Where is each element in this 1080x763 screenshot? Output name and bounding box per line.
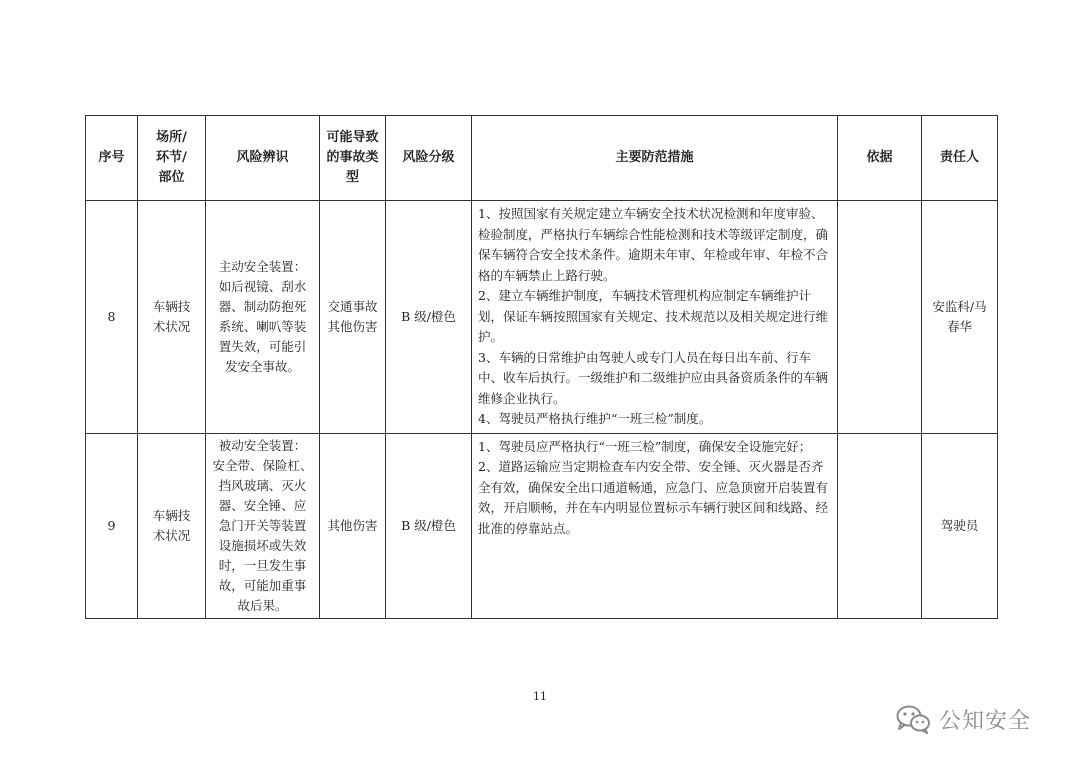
header-accident-type: 可能导致 的事故类 型 [320, 116, 386, 201]
table-header-row [86, 116, 998, 201]
cell-measures [472, 201, 838, 434]
header-basis: 依据 [838, 116, 922, 201]
measure-item: 2、建立车辆维护制度，车辆技术管理机构应制定车辆维护计划，保证车辆按照国家有关规定、技术规范以及相关规定进行维护。 [478, 288, 829, 344]
header-risk: 风险辨识 [206, 116, 320, 201]
cell-owner: 驾驶员 [922, 433, 998, 618]
table-row [86, 433, 998, 618]
watermark-text: 公知安全 [939, 708, 1032, 734]
wechat-icon [895, 704, 931, 734]
header-owner: 责任人 [922, 116, 998, 201]
cell-index: 9 [86, 433, 138, 618]
header-measures: 主要防范措施 [472, 116, 838, 201]
page-number: 11 [533, 690, 547, 703]
watermark [895, 702, 1045, 736]
header-risk-level: 风险分级 [386, 116, 472, 201]
measure-item: 1、驾驶员应严格执行“一班三检”制度，确保安全设施完好； [478, 438, 812, 454]
cell-location: 车辆技 术状况 [138, 433, 206, 618]
cell-risk: 主动安全装置： 如后视镜、刮水 器、制动防抱死 系统、喇叭等装 置失效，可能引 发安全事故。 [206, 201, 320, 434]
measure-item: 1、按照国家有关规定建立车辆安全技术状况检测和年度审验、检验制度，严格执行车辆综合性能检测和技术等级评定制度，确保车辆符合安全技术条件。逾期未年审、年检或年审、年检不合格的车辆禁止上路行驶。 [478, 206, 829, 283]
cell-risk-level: B 级/橙色 [386, 201, 472, 434]
risk-table [85, 115, 998, 619]
cell-owner: 安监科/马 春华 [922, 201, 998, 434]
cell-basis [838, 433, 922, 618]
cell-location: 车辆技 术状况 [138, 201, 206, 434]
cell-accident-type: 交通事故 其他伤害 [320, 201, 386, 434]
cell-basis [838, 201, 922, 434]
measure-item: 2、道路运输应当定期检查车内安全带、安全锤、灭火器是否齐全有效，确保安全出口通道畅通，应急门、应急顶窗开启装置有效，开启顺畅，并在车内明显位置标示车辆行驶区间和线路、经批准的停靠站点。 [478, 459, 829, 536]
measure-item: 4、驾驶员严格执行维护“一班三检”制度。 [478, 411, 712, 426]
cell-risk: 被动安全装置： 安全带、保险杠、 挡风玻璃、灭火 器、安全锤、应 急门开关等装置 设施损坏或失效 时，一旦发生事 故，可能加重事 故后果。 [206, 433, 320, 618]
cell-measures [472, 433, 838, 618]
table-row [86, 201, 998, 434]
cell-risk-level: B 级/橙色 [386, 433, 472, 618]
measure-item: 3、车辆的日常维护由驾驶人或专门人员在每日出车前、行车中、收车后执行。一级维护和二级维护应由具备资质条件的车辆维修企业执行。 [478, 349, 829, 406]
cell-accident-type: 其他伤害 [320, 433, 386, 618]
header-index: 序号 [86, 116, 138, 201]
cell-index: 8 [86, 201, 138, 434]
header-location: 场所/ 环节/ 部位 [138, 116, 206, 201]
